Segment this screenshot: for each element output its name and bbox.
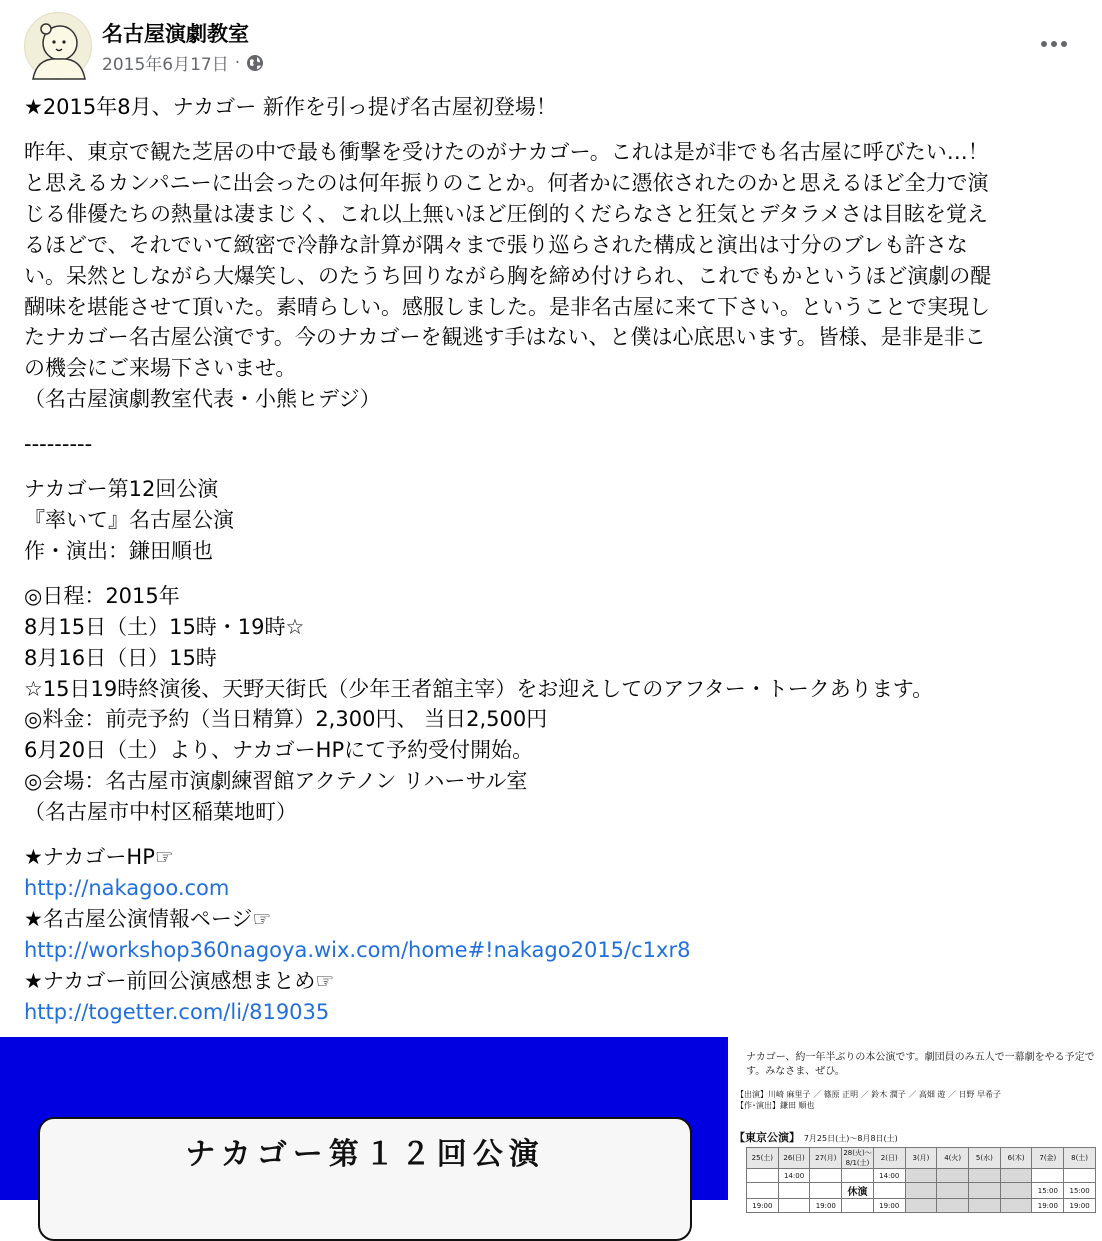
schedule-cell: 6(木) [1000, 1148, 1032, 1169]
schedule-cell [969, 1199, 1001, 1213]
schedule-cell [937, 1183, 969, 1199]
divider-block [24, 429, 1088, 460]
show-details [24, 581, 1088, 828]
detail-line: ◎日程：2015年 [24, 583, 180, 608]
flyer-image-blue[interactable] [0, 1037, 728, 1200]
show-info-line: 『率いて』名古屋公演 [24, 507, 234, 532]
flyer-heading-title: 【東京公演】 [734, 1131, 800, 1144]
post-headline: ★2015年8月、ナカゴー 新作を引っ提げ名古屋初登場！ [24, 95, 557, 119]
page-name[interactable]: 名古屋演劇教室 [102, 22, 249, 46]
schedule-cell [1064, 1169, 1096, 1183]
schedule-cell [842, 1199, 874, 1213]
schedule-cell: 14:00 [873, 1169, 905, 1183]
schedule-cell [778, 1199, 810, 1213]
external-link[interactable]: http://togetter.com/li/819035 [24, 999, 330, 1024]
intro-line: たナカゴー名古屋公演です。今のナカゴーを観逃す手はない、と僕は心底思います。皆様、是非是非こ [24, 325, 986, 350]
intro-line: るほどで、それでいて緻密で冷静な計算が隅々まで張り巡らされた構成と演出は寸分のブレも許さな [24, 232, 968, 257]
attached-images[interactable] [0, 1037, 1102, 1210]
intro-line: 昨年、東京で観た芝居の中で最も衝撃を受けたのがナカゴー。これは是が非でも名古屋に呼びたい…！ [24, 140, 989, 164]
flyer-schedule-heading [734, 1129, 898, 1145]
detail-line: （名古屋市中村区稲葉地町） [24, 800, 297, 825]
post-body [24, 92, 1088, 1027]
flyer-direction: 【作･演出】鎌田 順也 [736, 1101, 815, 1110]
schedule-cell [810, 1169, 842, 1183]
schedule-cell [842, 1169, 874, 1183]
schedule-cell [937, 1199, 969, 1213]
flyer-image-schedule[interactable] [728, 1037, 1102, 1210]
schedule-row [747, 1169, 1096, 1183]
external-link[interactable]: http://nakagoo.com [24, 875, 230, 900]
flyer-period: 7月25日(土)～8月8日(土) [803, 1134, 898, 1143]
schedule-cell [1032, 1169, 1064, 1183]
detail-line: 8月15日（土）15時・19時☆ [24, 614, 305, 639]
schedule-row [747, 1199, 1096, 1213]
schedule-cell: 19:00 [873, 1199, 905, 1213]
schedule-cell: 19:00 [747, 1199, 779, 1213]
detail-line: ◎料金：前売予約（当日精算）2,300円、 当日2,500円 [24, 707, 548, 732]
flyer-title: ナカゴー第１２回公演 [185, 1137, 545, 1172]
flyer-credits [736, 1089, 1001, 1111]
schedule-cell: 19:00 [1032, 1199, 1064, 1213]
schedule-cell [905, 1199, 937, 1213]
detail-line: 6月20日（土）より、ナカゴーHPにて予約受付開始。 [24, 738, 534, 763]
schedule-cell: 14:00 [778, 1169, 810, 1183]
avatar[interactable] [24, 12, 92, 80]
schedule-cell [873, 1183, 905, 1199]
link-label: ★ナカゴーHP☞ [24, 845, 174, 870]
schedule-cell [778, 1183, 810, 1199]
schedule-cell: 7(金) [1032, 1148, 1064, 1169]
divider-text: --------- [24, 432, 93, 457]
schedule-row [747, 1183, 1096, 1199]
external-link[interactable]: http://workshop360nagoya.wix.com/home#!nakago2015/c1xr8 [24, 937, 691, 962]
intro-line: の機会にご来場下さいませ。 [24, 356, 297, 381]
date-separator: · [234, 52, 241, 73]
schedule-cell: 27(月) [810, 1148, 842, 1169]
show-info-line: ナカゴー第12回公演 [24, 477, 219, 502]
schedule-cell: 5(水) [969, 1148, 1001, 1169]
schedule-cell [937, 1169, 969, 1183]
schedule-cell [747, 1183, 779, 1199]
schedule-cell [747, 1169, 779, 1183]
more-options-icon[interactable] [1034, 32, 1074, 56]
schedule-cell: 2(日) [873, 1148, 905, 1169]
show-info [24, 474, 1088, 567]
globe-icon [246, 54, 264, 72]
detail-line: ☆15日19時終演後、天野天街氏（少年王者舘主宰）をお迎えしてのアフター・トークあります。 [24, 676, 934, 701]
schedule-header-row [747, 1148, 1096, 1169]
schedule-cell [810, 1183, 842, 1199]
schedule-cell: 26(日) [778, 1148, 810, 1169]
post-date[interactable]: 2015年6月17日 [102, 55, 229, 75]
intro-line: じる俳優たちの熱量は凄まじく、これ以上無いほど圧倒的くだらなさと狂気とデタラメさは目眩を覚え [24, 201, 988, 226]
schedule-cell: 25(土) [747, 1148, 779, 1169]
schedule-cell: 15:00 [1064, 1183, 1096, 1199]
detail-line: ◎会場：名古屋市演劇練習館アクテノン リハーサル室 [24, 769, 528, 794]
schedule-cell: 19:00 [810, 1199, 842, 1213]
schedule-cell [905, 1169, 937, 1183]
schedule-cell: 19:00 [1064, 1199, 1096, 1213]
flyer-title-box [38, 1117, 692, 1241]
intro-line: 醐味を堪能させて頂いた。素晴らしい。感服しました。是非名古屋に来て下さい。ということで実現し [24, 294, 990, 319]
schedule-cell: 15:00 [1032, 1183, 1064, 1199]
show-info-line: 作・演出：鎌田順也 [24, 538, 213, 563]
detail-line: 8月16日（日）15時 [24, 645, 217, 670]
schedule-table [746, 1147, 1096, 1213]
links-block [24, 842, 1088, 1027]
flyer-cast: 【出演】川崎 麻里子 ／ 篠原 正明 ／ 鈴木 潤子 ／ 高畑 遊 ／ 日野 早希子 [736, 1090, 1002, 1099]
schedule-cell [1000, 1169, 1032, 1183]
schedule-cell: 3(月) [905, 1148, 937, 1169]
schedule-cell: 4(火) [937, 1148, 969, 1169]
schedule-cell: 休演 [842, 1183, 874, 1199]
schedule-cell: 8(土) [1064, 1148, 1096, 1169]
intro-line: と思えるカンパニーに出会ったのは何年振りのことか。何者かに憑依されたのかと思えるほど全力で演 [24, 170, 989, 195]
flyer-intro: ナカゴー、約一年半ぶりの本公演です。劇団員のみ五人で一幕劇をやる予定です。みなさま、ぜひ。 [746, 1052, 1095, 1077]
schedule-cell [969, 1183, 1001, 1199]
link-label: ★ナカゴー前回公演感想まとめ☞ [24, 968, 335, 993]
intro-line: い。呆然としながら大爆笑し、のたうち回りながら胸を締め付けられ、これでもかというほど演劇の醍 [24, 263, 992, 288]
schedule-cell [969, 1169, 1001, 1183]
schedule-cell [1000, 1199, 1032, 1213]
post-header [24, 12, 1084, 80]
post-meta [102, 50, 264, 75]
schedule-cell [905, 1183, 937, 1199]
link-label: ★名古屋公演情報ページ☞ [24, 906, 272, 931]
intro-line: （名古屋演劇教室代表・小熊ヒデジ） [24, 387, 381, 412]
schedule-cell: 28(火)～8/1(土) [843, 1149, 872, 1167]
schedule-cell [1000, 1183, 1032, 1199]
intro-paragraph [24, 137, 1088, 415]
